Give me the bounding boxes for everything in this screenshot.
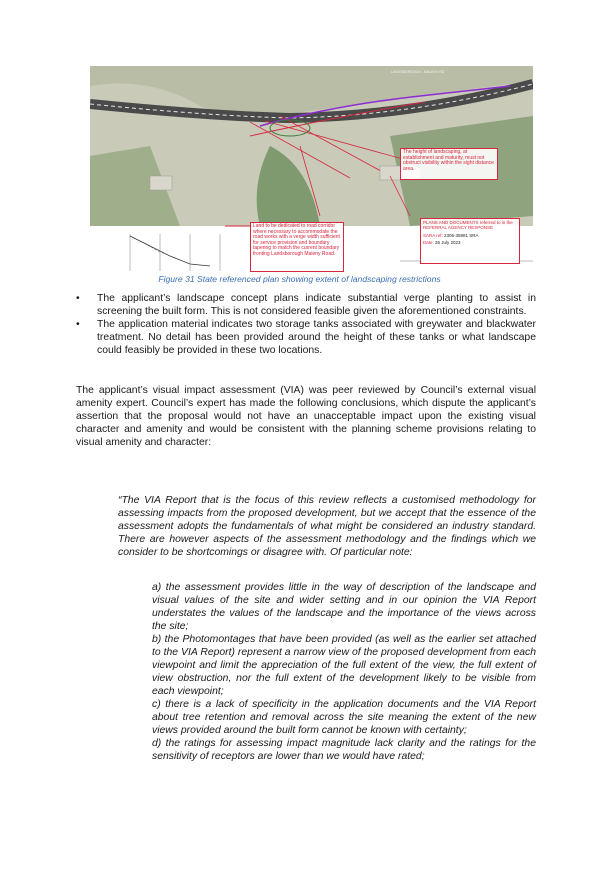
quote-item: c) there is a lack of specificity in the application documents and the VIA Report about tree retention and removal across the site meaning the extent of the new views provided around the built form cannot be known with certainty; — [152, 699, 536, 736]
stamp-title: PLANS AND DOCUMENTS referred to in the REFERRAL AGENCY RESPONSE — [423, 220, 513, 230]
stamp-date-label: Date: — [423, 240, 434, 245]
bullet-text: The application material indicates two storage tanks associated with greywater and blackwater treatment. No detail has been provided around the height of these tanks or what landscape could feasibly be provided in these two locations. — [97, 319, 536, 356]
quote-item: b) the Photomontages that have been provided (as well as the earlier set attached to the VIA Report) represent a narrow view of the proposed development from each viewpoint and limit the appreciation of the full extent of the view, the full extent of view obstruction, nor the full extent of the development likely to be visible from each viewpoint; — [152, 634, 536, 697]
stamp-date-value: 26 July 2023 — [435, 240, 461, 245]
bullet-item — [76, 318, 536, 357]
road-label: LANDSBOROUGH - MALENY RD — [391, 70, 445, 74]
bullet-icon: • — [76, 293, 80, 304]
figure-caption: Figure 31 State referenced plan showing extent of landscaping restrictions — [158, 274, 441, 284]
body-paragraph: The applicant’s visual impact assessment (VIA) was peer reviewed by Council’s external visual amenity expert. Council’s expert has made the following conclusions, which dispute the applicant’s assertion that the proposal would not have an unacceptable impact upon the existing visual character and amenity and would be consistent with the planning scheme provisions relating to visual amenity and character: — [76, 385, 536, 448]
stamp-date-row — [423, 240, 517, 245]
land-dedication-callout: Land to be dedicated to road corridor where necessary to accommodate the road works with a verge width sufficient for service provision and boundary tapering to match the current boundary fronting Landsborough Maleny Road. — [250, 222, 344, 272]
site-plan-figure — [90, 66, 533, 272]
bullet-list — [76, 292, 536, 357]
bullet-item — [76, 292, 536, 318]
stamp-ref-label: SARA ref: — [423, 233, 443, 238]
quote-item: a) the assessment provides little in the way of description of the landscape and visual values of the site and wider setting and in our opinion the VIA Report understates the values of the landscape and the importance of the views across the site; — [152, 582, 536, 632]
quote-intro: “The VIA Report that is the focus of this review reflects a customised methodology for assessing impacts from the proposed development, but we accept that the essence of the assessment adopts the fundamentals of what might be considered an industry standard. There are however aspects of the assessment methodology and the findings which we consider to be shortcomings or disagree with. Of particular note: — [118, 495, 536, 558]
height-restriction-callout: The height of landscaping, at establishment and maturity, must not obstruct visibility within the sight distance area. — [400, 148, 498, 180]
quote-item: d) the ratings for assessing impact magnitude lack clarity and the ratings for the sensitivity of receptors are lower than we would have rated; — [152, 738, 536, 762]
quote-list — [152, 581, 536, 763]
stamp-ref-value: 2306-35981 SRA — [444, 233, 479, 238]
stamp-ref-row — [423, 233, 517, 238]
referral-stamp — [420, 218, 520, 264]
bullet-icon: • — [76, 319, 80, 330]
bullet-text: The applicant’s landscape concept plans indicate substantial verge planting to assist in screening the built form. This is not considered feasible given the aforementioned constraints. — [97, 293, 536, 317]
